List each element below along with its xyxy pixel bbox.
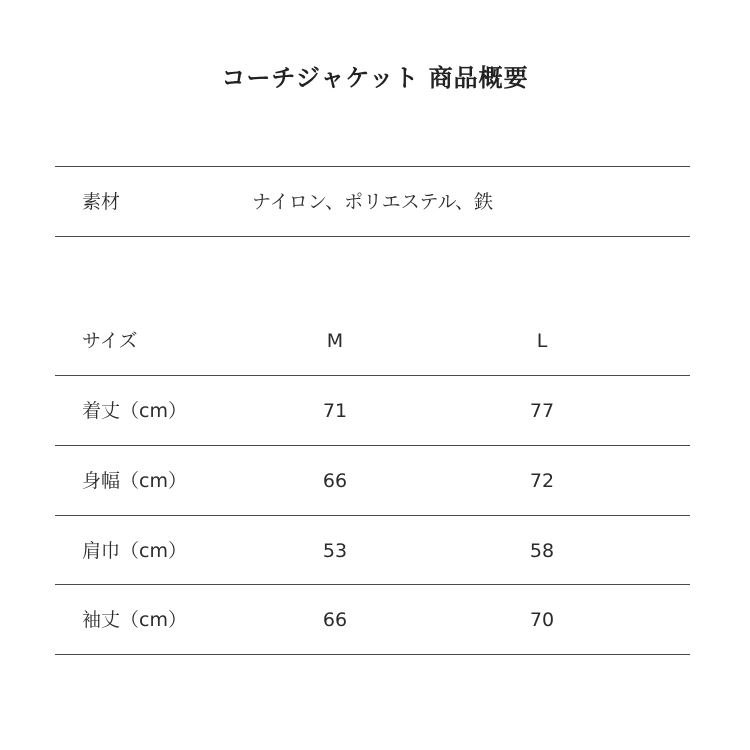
row-value-m: 53 (322, 540, 348, 562)
material-value: ナイロン、ポリエステル、鉄 (252, 191, 493, 213)
row-label: 袖丈（cm） (82, 609, 187, 631)
size-header-m: M (326, 330, 344, 352)
row-value-m: 71 (322, 400, 348, 422)
size-header-label: サイズ (82, 330, 138, 352)
size-table-bottom-divider (55, 654, 690, 655)
material-label: 素材 (82, 191, 121, 213)
table-row (55, 446, 690, 516)
row-label: 身幅（cm） (82, 470, 187, 492)
material-bottom-divider (55, 236, 690, 237)
size-header-l: L (536, 330, 548, 352)
row-value-l: 77 (529, 400, 555, 422)
row-label: 肩巾（cm） (82, 540, 187, 562)
table-row (55, 585, 690, 655)
table-row (55, 376, 690, 446)
row-value-m: 66 (322, 470, 348, 492)
row-value-l: 58 (529, 540, 555, 562)
size-header-row (55, 306, 690, 376)
table-row (55, 516, 690, 586)
row-value-m: 66 (322, 609, 348, 631)
row-value-l: 72 (529, 470, 555, 492)
row-value-l: 70 (529, 609, 555, 631)
material-row (55, 167, 690, 237)
page-title: コーチジャケット 商品概要 (221, 64, 529, 92)
row-label: 着丈（cm） (82, 400, 187, 422)
